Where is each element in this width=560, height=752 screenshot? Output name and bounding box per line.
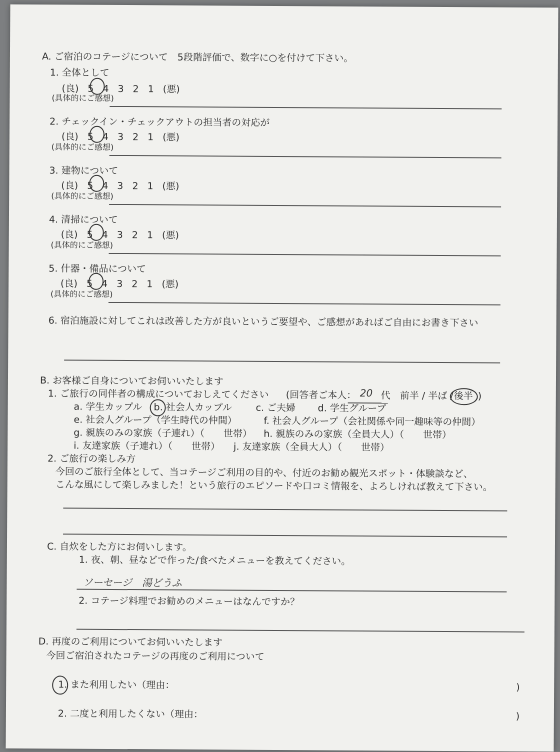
item-3-label: 3. 建物について <box>49 165 119 177</box>
option-f: f. 社会人グループ（会社関係や同一趣味等の仲間） <box>263 415 481 429</box>
age-circle-mark <box>450 388 478 405</box>
item-4-label: 4. 清掃について <box>48 214 118 226</box>
item-2-rating: (良) 5 4 3 2 1 (悪) <box>61 131 180 144</box>
b-q2-label: 2. ご旅行の楽しみ方 <box>47 453 136 466</box>
age-selected: 後半 <box>453 391 473 403</box>
age-unit: 代 前半 / 半ば / <box>380 390 454 403</box>
b-q2-text-2: こんな風にして楽しみました！という旅行のエピソードや口コミ情報を、よろしければ教えて下さい。 <box>55 479 493 494</box>
option-d: d. 学生グループ <box>317 403 387 415</box>
item-1-details-label: (具体的にご感想) <box>51 93 114 103</box>
age-label: (回答者ご本人： <box>285 390 357 402</box>
b-q2-answer-line-2 <box>63 534 507 538</box>
item-3-details-label: (具体的にご感想) <box>51 191 114 201</box>
option-b: b. 社会人カップル <box>153 402 232 414</box>
d-option-2: 2. 二度と利用したくない（理由： <box>57 708 204 721</box>
age-close: ) <box>477 391 482 403</box>
rating-circle-mark <box>90 78 105 95</box>
item-5-answer-line <box>108 302 500 305</box>
c-q2-answer-line <box>76 629 524 633</box>
item-5-rating: (良) 5 4 3 2 1 (悪) <box>60 278 179 291</box>
item-2-answer-line <box>109 155 501 158</box>
item-4-rating: (良) 5 4 3 2 1 (悪) <box>60 229 179 242</box>
rating-circle-mark <box>89 273 104 290</box>
age-value: 20 <box>359 388 373 400</box>
q6-label: 6. 宿泊施設に対してこれは改善した方が良いというご要望や、ご感想があればご自由にお書き下さい <box>48 315 479 330</box>
option-h: h. 親族のみの家族（全員大人）（ 世帯） <box>263 428 452 442</box>
d-option-1: 1. また利用したい（理由： <box>58 679 175 692</box>
c-q1-handwritten-answer: ソーセージ 湯どうふ <box>82 577 182 590</box>
c-q1-answer-line <box>77 589 507 593</box>
item-1-label: 1. 全体として <box>49 67 110 79</box>
section-d-heading: D. 再度のご利用についてお伺いいたします <box>38 636 223 649</box>
option-i: i. 友達家族（子連れ）（ 世帯） <box>73 440 221 453</box>
b-q2-text-1: 今回のご旅行全体として、当コテージご利用の目的や、付近のお勧め観光スポット・体験談など、 <box>55 466 473 481</box>
section-a-heading: A. ご宿泊のコテージについて 5段階評価で、数字に○を付けて下さい。 <box>41 51 354 65</box>
d-option-2-close: ) <box>515 711 520 723</box>
d-option-1-close: ) <box>516 682 520 694</box>
item-3-rating: (良) 5 4 3 2 1 (悪) <box>61 180 180 193</box>
d-option-circle-mark <box>52 676 68 695</box>
c-q2-label: 2. コテージ料理でお勧めのメニューはなんですか？ <box>78 595 300 609</box>
item-3-answer-line <box>109 204 501 207</box>
q6-answer-line <box>64 360 500 364</box>
section-b-heading: B. お客様ご自身についてお伺いいたします <box>39 375 224 388</box>
option-j: j. 友達家族（全員大人）（ 世帯） <box>233 441 390 454</box>
item-1-answer-line <box>110 106 502 109</box>
rating-circle-mark <box>89 175 104 192</box>
item-5-label: 5. 什器・備品について <box>48 263 147 276</box>
item-4-answer-line <box>109 253 501 256</box>
option-a: a. 学生カップル <box>73 401 143 414</box>
item-5-details-label: (具体的にご感想) <box>50 289 113 299</box>
survey-sheet <box>6 4 559 751</box>
option-g: g. 親族のみの家族（子連れ）（ 世帯） <box>73 427 253 440</box>
item-4-details-label: (具体的にご感想) <box>50 240 114 250</box>
b-q2-answer-line-1 <box>63 508 507 512</box>
rating-circle-mark <box>89 126 104 143</box>
item-2-details-label: (具体的にご感想) <box>51 142 114 152</box>
section-d-subheading: 今回ご宿泊されたコテージの再度のご利用について <box>46 650 265 663</box>
section-c-heading: C. 自炊をした方にお伺いします。 <box>46 541 192 554</box>
c-q1-label: 1. 夜、朝、昼などで作った/食べたメニューを教えてください。 <box>78 554 351 568</box>
item-2-label: 2. チェックイン・チェックアウトの担当者の対応が <box>49 116 270 129</box>
rating-circle-mark <box>89 224 104 241</box>
option-circle-mark <box>150 399 166 416</box>
option-c: c. ご夫婦 <box>255 402 296 415</box>
b-q1-label: 1. ご旅行の同伴者の構成についておしえてください <box>47 388 269 401</box>
option-e: e. 社会人グループ（学生時代の仲間） <box>73 414 237 427</box>
item-1-rating: (良) 5 4 3 2 1 (悪) <box>61 83 180 96</box>
